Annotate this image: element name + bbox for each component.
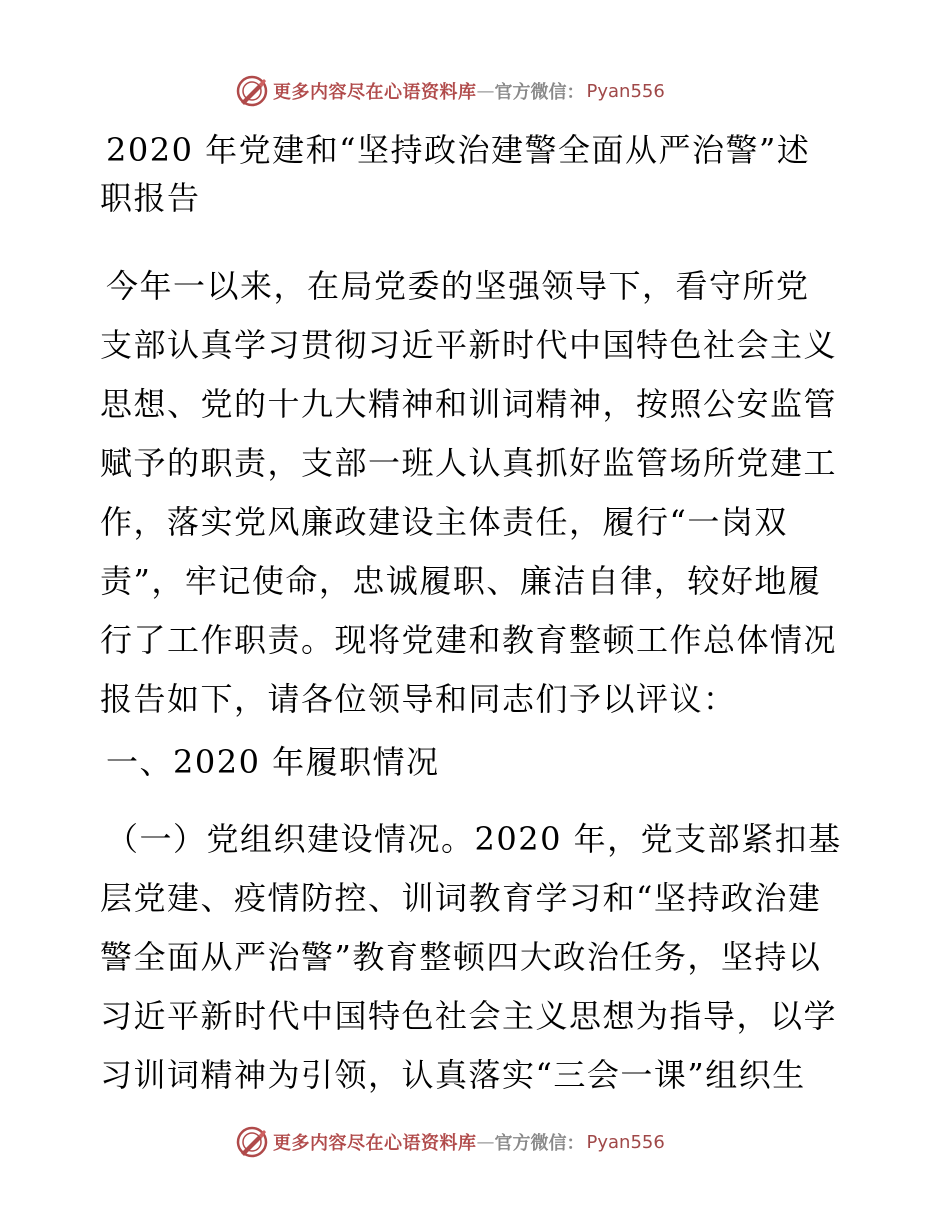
- section-heading: [100, 738, 860, 786]
- section-heading-text: 一、2020 年履职情况: [106, 743, 440, 781]
- watermark-banner-top: [235, 73, 755, 109]
- pen-circle-logo-icon: [235, 74, 269, 108]
- title-line: 2020 年党建和“坚持政治建警全面从严治警”述: [106, 131, 811, 169]
- paragraph-intro: [100, 257, 860, 729]
- paragraph-line: 层党建、疫情防控、训词教育学习和“坚持政治建: [100, 879, 822, 917]
- paragraph-line: 支部认真学习贯彻习近平新时代中国特色社会主义: [100, 326, 838, 364]
- paragraph-line: 赋予的职责，支部一班人认真抓好监管场所党建工: [100, 444, 838, 482]
- paragraph-line: 报告如下，请各位领导和同志们予以评议：: [100, 680, 737, 718]
- watermark-sub-text: 官方微信：: [494, 1133, 585, 1154]
- pen-circle-logo-icon: [235, 1125, 269, 1159]
- watermark-banner-bottom: [235, 1124, 755, 1160]
- watermark-main-text: 更多内容尽在心语资料库: [273, 82, 477, 103]
- watermark-main-text: 更多内容尽在心语资料库: [273, 1133, 477, 1154]
- paragraph-line: 习近平新时代中国特色社会主义思想为指导，以学: [100, 997, 838, 1035]
- paragraph-line: 行了工作职责。现将党建和教育整顿工作总体情况: [100, 621, 838, 659]
- title-line: 职报告: [100, 179, 201, 217]
- watermark-dash: —: [476, 1131, 495, 1153]
- watermark-id: Pyan556: [586, 80, 665, 102]
- paragraph-line: 习训词精神为引领，认真落实“三会一课”组织生: [100, 1056, 806, 1094]
- watermark-sub-text: 官方微信：: [494, 82, 585, 103]
- document-title: [100, 126, 860, 222]
- paragraph-line: 今年一以来，在局党委的坚强领导下，看守所党: [106, 267, 810, 305]
- paragraph-party-organization: [100, 810, 860, 1105]
- paragraph-line: （一）党组织建设情况。2020 年，党支部紧扣基: [106, 820, 842, 858]
- paragraph-line: 警全面从严治警”教育整顿四大政治任务，坚持以: [100, 938, 822, 976]
- paragraph-line: 责”，牢记使命，忠诚履职、廉洁自律，较好地履: [100, 562, 822, 600]
- watermark-dash: —: [476, 80, 495, 102]
- paragraph-line: 思想、党的十九大精神和训词精神，按照公安监管: [100, 385, 838, 423]
- watermark-id: Pyan556: [586, 1131, 665, 1153]
- paragraph-line: 作，落实党风廉政建设主体责任，履行“一岗双: [100, 503, 788, 541]
